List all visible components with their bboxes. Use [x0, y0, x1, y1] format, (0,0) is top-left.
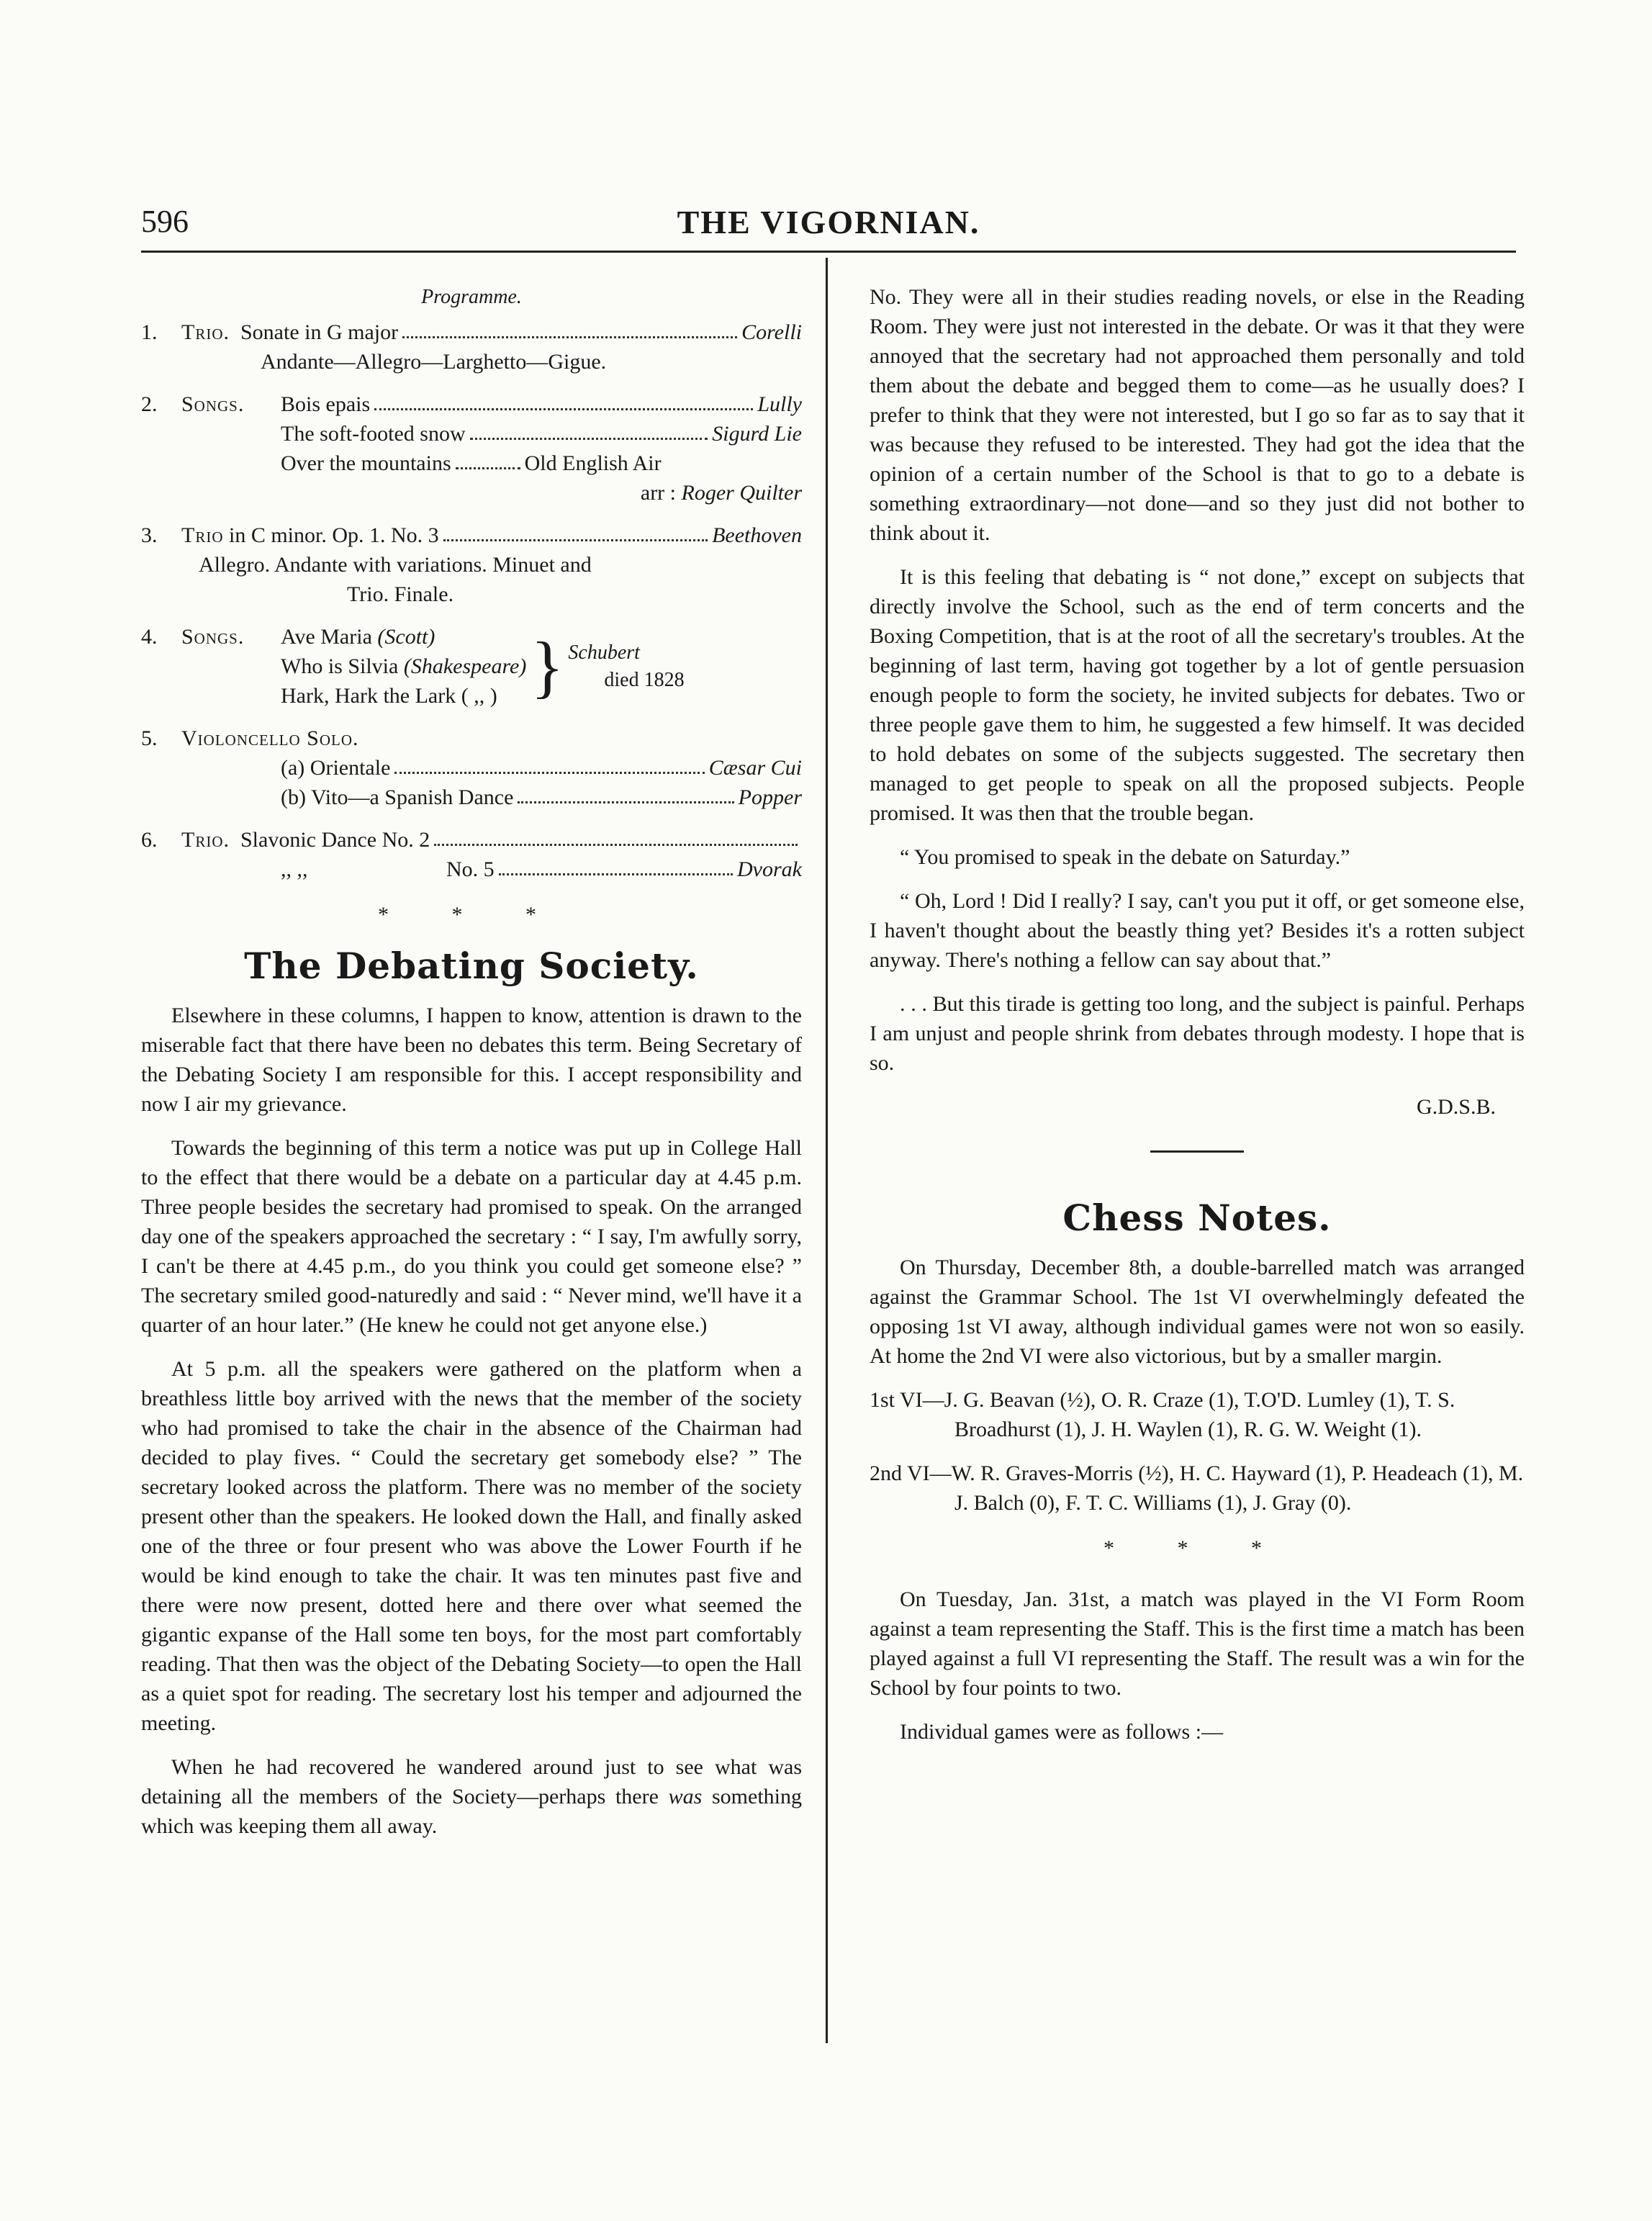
paragraph: It is this feeling that debating is “ not done,” except on subjects that directly involve the School, such as the end of term concerts and the Boxing Competition, that is at the root of all the secretary's troubles. At the beginning of last term, having got together by a lot of gentle persuasion enough people to form the society, he invited subjects for debates. Two or three people gave them to him, he suggested a few himself. It was decided to hold debates on some of the subjects suggested. The secretary then managed to get people to speak on all the proposed subjects. People promised. It was then that the trouble began. — [870, 565, 1525, 825]
right-column — [870, 282, 1525, 1761]
paragraph: Elsewhere in these columns, I happen to know, attention is drawn to the miserable fact that there have been no debates this term. Being Secretary of the Debating Society I am responsible for this. I accept responsibility and now I air my grievance. — [141, 1004, 802, 1116]
paragraph: At 5 p.m. all the speakers were gathered on the platform when a breathless little boy arrived with the news that the member of the society who had promised to take the chair in the absence of the Chairman had decided to play fives. “ Could the secretary get somebody else? ” The secretary looked across the platform. There was no member of the society present other than the speakers. He looked down the Hall, and finally asked one of the three or four present who was above the Lower Fourth if he would be kind enough to take the chair. It was ten minutes past five and there were now present, dotted here and there over what seemed the gigantic expanse of the Hall some ten boys, for the most part comfortably reading. That then was the object of the Debating Society—to open the Hall as a quiet spot for reading. The secretary lost his temper and adjourned the meeting. — [141, 1357, 802, 1735]
debating-heading: The Debating Society. — [244, 945, 699, 987]
left-column — [141, 282, 802, 1855]
programme-item: 4. Songs. Ave Maria (Scott) Who is Silvia (Shakespeare) Hark, Hark the Lark ( ,, ) } Schubert died 1828 — [141, 625, 685, 708]
paragraph: When he had recovered he wandered around just to see what was detaining all the members of the Society—perhaps there was something which was keeping them all away. — [141, 1755, 802, 1838]
page-number: 596 — [141, 204, 189, 239]
paragraph: No. They were all in their studies reading novels, or else in the Reading Room. They were just not interested in the debate. Or was it that they were annoyed that the secretary had not approached them personally and told them about the debate and begged them to come—as he usually does? I prefer to think that they were not interested, but I go so far as to say that it was because they refused to be interested. They had got the idea that the opinion of a certain number of the School is that to go to a debate is something extraordinary—not done—and so they just did not bother to think about it. — [870, 285, 1525, 545]
section-separator: * * * — [1103, 1536, 1291, 1560]
team-list-second: 2nd VI—W. R. Graves-Morris (½), H. C. Hayward (1), P. Headeach (1), M. J. Balch (0), F. T. C. Williams (1), J. Gray (0). — [870, 1461, 1524, 1515]
journal-title: THE VIGORNIAN. — [677, 204, 980, 240]
header-rule — [141, 251, 1516, 253]
paragraph: “ You promised to speak in the debate on Saturday.” — [900, 845, 1350, 869]
column-divider — [826, 258, 828, 2043]
signature: G.D.S.B. — [1416, 1095, 1496, 1119]
paragraph: On Tuesday, Jan. 31st, a match was played in the VI Form Room against a team representing the Staff. This is the first time a match has been played against a full VI representing the Staff. The result was a win for the School by four points to two. — [870, 1587, 1525, 1700]
programme-item: 5. Violoncello Solo. (a) Orientale Cæsar Cui (b) Vito—a Spanish Dance Popper — [141, 726, 802, 809]
paragraph: On Thursday, December 8th, a double-barrelled match was arranged against the Grammar School. The 1st VI overwhelmingly defeated the opposing 1st VI away, although individual games were not won so easily. At home the 2nd VI were also victorious, but by a smaller margin. — [870, 1256, 1525, 1368]
programme-item: 1. Trio. Sonate in G major Corelli Andante—Allegro—Larghetto—Gigue. — [141, 317, 802, 377]
brace-glyph: } — [531, 627, 564, 705]
paragraph: Individual games were as follows :— — [900, 1720, 1224, 1744]
page-header — [141, 203, 1516, 246]
section-rule — [1150, 1150, 1244, 1153]
programme-item: 6. Trio. Slavonic Dance No. 2 ,, ,, No. 5 Dvorak — [141, 825, 802, 884]
paragraph: “ Oh, Lord ! Did I really? I say, can't you put it off, or get someone else, I haven't thought about the beastly thing yet? Besides it's a rotten subject anyway. There's nothing a fellow can say about that.” — [870, 889, 1525, 972]
chess-heading: Chess Notes. — [1062, 1197, 1332, 1239]
team-list-first: 1st VI—J. G. Beavan (½), O. R. Craze (1), T.O'D. Lumley (1), T. S. Broadhurst (1), J. H. Waylen (1), R. G. W. Weight (1). — [870, 1388, 1455, 1441]
paragraph: . . . But this tirade is getting too long, and the subject is painful. Perhaps I am unjust and people shrink from debates through modesty. I hope that is so. — [870, 992, 1525, 1075]
section-separator: * * * — [378, 903, 565, 927]
programme-item: 3. Trio in C minor. Op. 1. No. 3 Beethoven Allegro. Andante with variations. Minuet and Trio. Finale. — [141, 521, 802, 609]
programme-title: Programme. — [421, 286, 522, 308]
paragraph: Towards the beginning of this term a notice was put up in College Hall to the effect that there would be a debate on a particular day at 4.45 p.m. Three people besides the secretary had promised to speak. On the arranged day one of the speakers approached the secretary : “ I say, I'm awfully sorry, I can't be there at 4.45 p.m., do you think you could get someone else? ” The secretary smiled good-naturedly and said : “ Never mind, we'll have it a quarter of an hour later.” (He knew he could not get anyone else.) — [141, 1136, 802, 1337]
programme-item: 2. Songs. Bois epais Lully The soft-footed snow Sigurd Lie Over the mountains Old English Air arr : Roger Quilter — [141, 389, 802, 508]
